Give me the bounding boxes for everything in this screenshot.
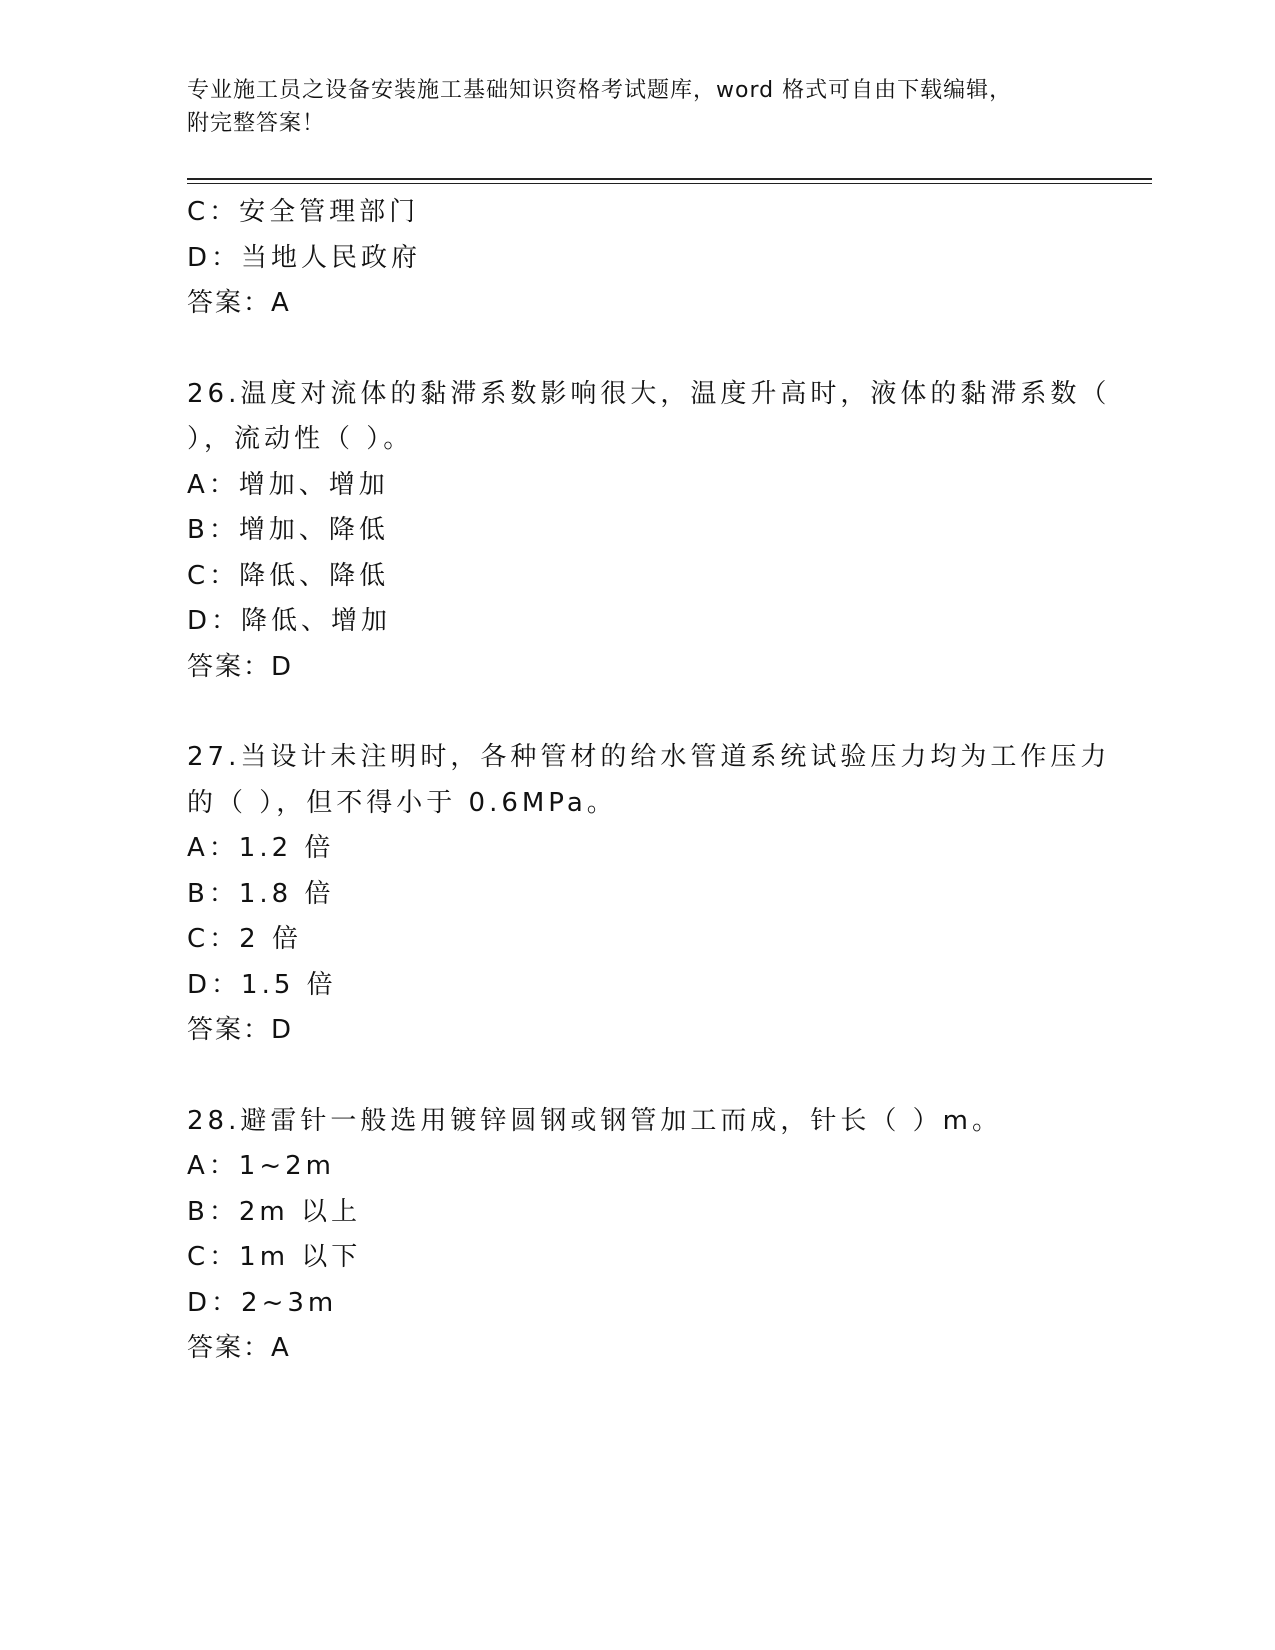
header-line-2: 附完整答案！ (187, 111, 326, 136)
header-line-1: 专业施工员之设备安装施工基础知识资格考试题库，word 格式可自由下载编辑， (187, 78, 1013, 103)
question-list (187, 190, 1111, 1372)
header-divider-thin (187, 183, 1152, 184)
question-stem-line: 26.温度对流体的黏滞系数影响很大，温度升高时，液体的黏滞系数（ (187, 378, 1111, 409)
answer: 答案：D (187, 1015, 294, 1045)
page-header (187, 74, 1087, 140)
option-a: A：增加、增加 (187, 469, 389, 500)
question-28 (187, 1099, 1087, 1372)
option-c: C：2 倍 (187, 924, 302, 954)
option-d: D：1.5 倍 (187, 969, 337, 1000)
option-d: D：2~3m (187, 1287, 338, 1318)
option-c: C：降低、降低 (187, 560, 390, 591)
option-b: B：2m 以上 (187, 1196, 361, 1227)
option-d: D：降低、增加 (187, 606, 392, 636)
option-b: B：增加、降低 (187, 515, 389, 545)
header-divider-thick (187, 178, 1152, 180)
option-c: C：安全管理部门 (187, 197, 420, 227)
option-d: D：当地人民政府 (187, 242, 422, 273)
question-stem-line: 的（ ），但不得小于 0.6MPa。 (187, 787, 617, 818)
option-c: C：1m 以下 (187, 1242, 362, 1272)
question-27 (187, 735, 1111, 1054)
option-a: A：1.2 倍 (187, 833, 335, 863)
question-stem-line: ），流动性（ ）。 (187, 424, 414, 454)
question-stem-line: 28.避雷针一般选用镀锌圆钢或钢管加工而成，针长（ ）m。 (187, 1105, 1002, 1136)
answer: 答案：D (187, 651, 294, 682)
option-b: B：1.8 倍 (187, 878, 335, 909)
question-stem-line: 27.当设计未注明时，各种管材的给水管道系统试验压力均为工作压力 (187, 742, 1111, 772)
answer: 答案：A (187, 1333, 291, 1363)
question-26 (187, 372, 1111, 691)
option-a: A：1~2m (187, 1151, 335, 1181)
continued-question (187, 190, 1087, 327)
answer: 答案：A (187, 288, 291, 318)
